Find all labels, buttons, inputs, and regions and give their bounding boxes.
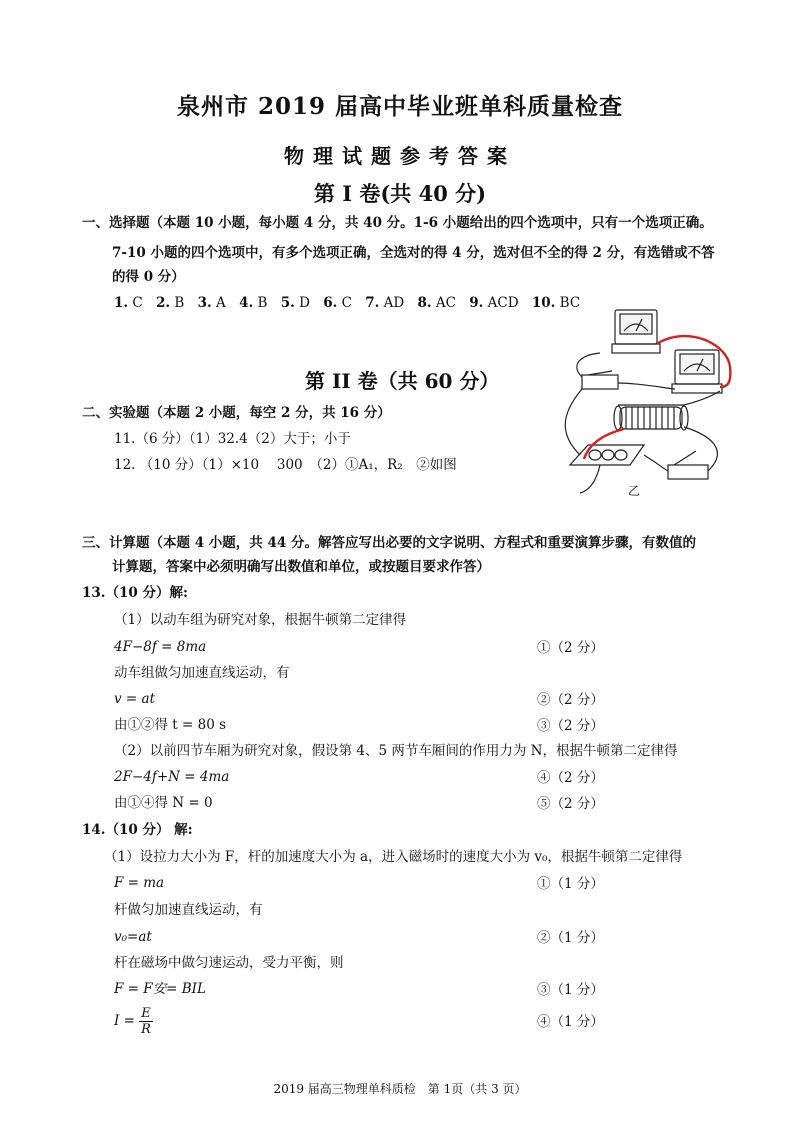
answer-2: 2. B [156,295,185,311]
section3-heading-line2: 计算题，答案中必须明确写出数值和单位，或按题目要求作答） [112,559,490,575]
q13-score-5: ⑤（2 分） [537,796,604,812]
q14-score-2: ②（1 分） [537,930,604,946]
part1-title: 第 I 卷(共 40 分) [313,181,487,206]
resistor-box [668,465,708,479]
q14-line: 杆做匀加速直线运动，有 [114,902,263,918]
answer-3: 3. A [197,295,226,311]
answer-4: 4. B [239,295,268,311]
q13-line: 动车组做匀加速直线运动，有 [114,665,290,681]
q13-score-4: ④（2 分） [537,770,604,786]
q14-line: （1）设拉力大小为 F，杆的加速度大小为 a，进入磁场时的速度大小为 v₀，根据牛顿第二定律得 [104,849,683,865]
choice-answers [114,292,589,314]
section3-heading-line1: 三、计算题（本题 4 小题，共 44 分。解答应写出必要的文字说明、方程式和重要演算步骤，有数值的 [82,535,696,551]
rheostat [620,407,682,429]
q13-line: （1）以动车组为研究对象，根据牛顿第二定律得 [114,612,407,628]
answer-7: 7. AD [365,295,405,311]
q11-answer: 11.（6 分）（1）32.4（2）大于；小于 [114,431,351,447]
q13-score-2: ②（2 分） [537,692,604,708]
q13-line: （2）以前四节车厢为研究对象，假设第 4、5 两节车厢间的作用力为 N，根据牛顿第二定律得 [114,743,678,759]
q13-score-1: ①（2 分） [537,640,604,656]
q13-score-3: ③（2 分） [537,718,604,734]
circuit-diagram [560,305,740,500]
section1-heading-line2: 7-10 小题的四个选项中，有多个选项正确，全选对的得 4 分，选对但不全的得 2 分，有选错或不答 [112,245,715,261]
q14-score-4: ④（1 分） [537,1014,604,1030]
q13-line: 由①②得 t = 80 s [114,717,227,733]
answer-8: 8. AC [417,295,456,311]
q14-ohm-law: I = $\frac{E}{R}$ [114,1006,151,1037]
page-footer: 2019 届高三物理单科质检 第 1页（共 3 页） [273,1082,527,1096]
figure-label: 乙 [628,484,641,498]
answer-1: 1. C [114,295,143,311]
q13-line: 由①④得 N = 0 [114,795,213,811]
answer-9: 9. ACD [469,295,519,311]
red-wire-bottom [584,429,624,459]
q13-title: 13.（10 分）解: [82,585,188,601]
section1-heading-line1: 一、选择题（本题 10 小题，每小题 4 分，共 40 分。1-6 小题给出的四个选项中，只有一个选项正确。 [82,215,713,231]
q12-answer: 12. （10 分）（1）×10 300 （2）①A₁，R₂ ②如图 [114,457,457,473]
q14-equation: F = ma [114,875,165,891]
answer-10: 10. BC [531,295,581,311]
section1-heading-line3: 的得 0 分） [112,269,185,285]
answer-6: 6. C [323,295,352,311]
battery-box [570,445,644,465]
fraction-e-over-r: $\frac{E}{R}$ [141,1006,151,1037]
q14-line: 杆在磁场中做匀速运动，受力平衡，则 [114,955,344,971]
q14-equation: F = F安= BIL [114,981,206,997]
q13-equation: 2F−4f+N = 4ma [114,769,230,785]
q14-equation: v₀=at [114,929,152,945]
q13-equation: 4F−8f = 8ma [114,639,207,655]
q13-equation: v = at [114,691,155,707]
q14-score-1: ①（1 分） [537,876,604,892]
document-title: 泉州市 2019 届高中毕业班单科质量检查 [176,93,624,120]
q14-title: 14.（10 分） 解: [82,822,193,838]
q14-score-3: ③（1 分） [537,982,604,998]
part2-title: 第 II 卷（共 60 分） [305,369,500,393]
switch-base [582,375,618,389]
document-subtitle: 物理试题参考答案 [284,144,516,168]
section2-heading: 二、实验题（本题 2 小题，每空 2 分，共 16 分） [82,405,391,421]
answer-5: 5. D [280,295,310,311]
